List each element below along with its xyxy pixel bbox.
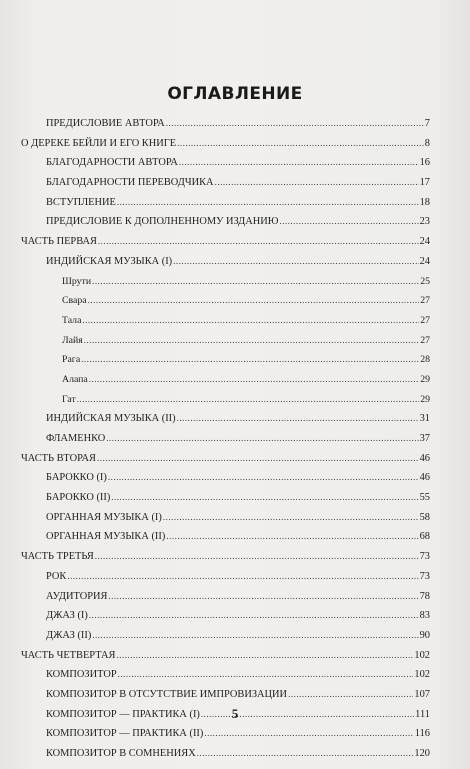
toc-entry-title: ФЛАМЕНКО (46, 433, 106, 444)
toc-entry (21, 390, 430, 410)
toc-entry-page: 46 (419, 452, 430, 464)
toc-entry (21, 665, 430, 685)
toc-leader-dots (116, 646, 413, 666)
toc-entry-page: 25 (420, 275, 430, 287)
toc-leader-dots (117, 193, 419, 213)
toc-leader-dots (177, 409, 419, 429)
toc-entry-page: 78 (419, 590, 430, 602)
toc-entry (21, 252, 430, 272)
toc-entry-page: 27 (420, 334, 430, 346)
toc-entry (21, 429, 430, 449)
toc-entry (21, 350, 430, 370)
toc-entry-page: 27 (420, 295, 430, 307)
toc-leader-dots (177, 134, 424, 154)
toc-entry-title: ДЖАЗ (II) (46, 629, 92, 641)
toc-entry-title: БАРОККО (II) (46, 492, 111, 504)
toc-entry-title: БЛАГОДАРНОСТИ ПЕРЕВОДЧИКА (46, 177, 214, 189)
toc-entry-title: Гат (62, 393, 76, 405)
toc-entry (21, 547, 430, 567)
toc-leader-dots (108, 468, 419, 488)
toc-leader-dots (163, 508, 419, 528)
toc-entry-title: Шрути (62, 275, 92, 287)
toc-entry-page: 55 (419, 492, 430, 504)
toc-entry-page: 31 (419, 413, 430, 425)
toc-leader-dots (95, 547, 419, 567)
toc-entry-page: 73 (419, 551, 430, 563)
toc-entry (21, 114, 430, 134)
toc-leader-dots (166, 527, 418, 547)
toc-entry (21, 685, 430, 705)
toc-entry (21, 724, 430, 744)
toc-leader-dots (92, 272, 419, 292)
toc-entry (21, 626, 430, 646)
toc-leader-dots (215, 173, 419, 193)
toc-leader-dots (108, 587, 418, 607)
toc-entry-page: 83 (419, 610, 430, 622)
toc-entry-title: Рага (62, 354, 81, 366)
toc-entry-page: 18 (419, 196, 430, 208)
toc-entry (21, 331, 430, 351)
toc-entry-page: 16 (419, 157, 430, 169)
toc-entry-page: 107 (414, 688, 430, 700)
toc-entry (21, 232, 430, 252)
toc-entry-page: 102 (414, 649, 430, 661)
toc-entry-page: 73 (419, 570, 430, 582)
toc-entry (21, 508, 430, 528)
toc-entry (21, 468, 430, 488)
toc-entry-title: Алапа (62, 373, 88, 385)
toc-entry-title: Свара (62, 295, 87, 307)
toc-entry-page: 58 (419, 511, 430, 523)
toc-entry-page: 68 (419, 531, 430, 543)
toc-leader-dots (288, 685, 413, 705)
toc-leader-dots (106, 429, 418, 449)
toc-entry-page: 24 (419, 236, 430, 248)
toc-entry-page: 111 (415, 708, 430, 720)
toc-entry-title: Лайя (62, 334, 83, 346)
toc-entry-title: ПРЕДИСЛОВИЕ К ДОПОЛНЕННОМУ ИЗДАНИЮ (46, 216, 279, 228)
toc-leader-dots (92, 626, 418, 646)
toc-title: ОГЛАВЛЕНИЕ (167, 84, 303, 104)
toc-entry (21, 370, 430, 390)
toc-entry-page: 8 (424, 137, 430, 149)
toc-entry-title: РОК (46, 570, 67, 582)
toc-entry-page: 102 (414, 669, 430, 681)
toc-entry-title: ЧАСТЬ ТРЕТЬЯ (21, 551, 94, 563)
toc-entry (21, 606, 430, 626)
toc-entry-title: БЛАГОДАРНОСТИ АВТОРА (46, 157, 178, 169)
toc-entry-title: КОМПОЗИТОР — ПРАКТИКА (I) (46, 708, 200, 720)
toc-entry-title: Тала (62, 314, 82, 326)
toc-leader-dots (89, 370, 419, 390)
toc-entry-title: ОРГАННАЯ МУЗЫКА (II) (46, 531, 166, 543)
toc-entry-page: 29 (420, 373, 430, 385)
toc-entry (21, 409, 430, 429)
toc-leader-dots (84, 331, 419, 351)
toc-entry (21, 212, 430, 232)
toc-entry (21, 311, 430, 331)
toc-entry-title: АУДИТОРИЯ (46, 590, 108, 602)
toc-entry-title: ЧАСТЬ ПЕРВАЯ (21, 236, 97, 248)
toc-entry-page: 120 (414, 748, 430, 759)
toc-entry-title: БАРОККО (I) (46, 472, 107, 484)
toc-entry-title: ИНДИЙСКАЯ МУЗЫКА (II) (46, 413, 176, 425)
toc-entry-page: 46 (419, 472, 430, 484)
toc-entry (21, 134, 430, 154)
toc-entry-page: 37 (419, 433, 430, 444)
toc-entry-page: 23 (419, 216, 430, 228)
toc-leader-dots (279, 212, 418, 232)
toc-entry-title: ЧАСТЬ ЧЕТВЕРТАЯ (21, 649, 116, 661)
toc-entry (21, 291, 430, 311)
toc-leader-dots (118, 665, 414, 685)
toc-entry-page: 29 (420, 393, 430, 405)
toc-leader-dots (197, 744, 414, 764)
toc-entry-page: 24 (419, 255, 430, 267)
toc-entry (21, 173, 430, 193)
toc-entry-title: ОРГАННАЯ МУЗЫКА (I) (46, 511, 162, 523)
toc-entry-title: ВСТУПЛЕНИЕ (46, 196, 116, 208)
toc-entry-title: О ДЕРЕКЕ БЕЙЛИ И ЕГО КНИГЕ (21, 137, 177, 149)
toc-leader-dots (82, 311, 419, 331)
toc-entry (21, 153, 430, 173)
toc-entry-title: КОМПОЗИТОР — ПРАКТИКА (II) (46, 728, 204, 740)
toc-entry-title: ИНДИЙСКАЯ МУЗЫКА (I) (46, 255, 173, 267)
toc-leader-dots (204, 724, 413, 744)
page-number: 5 (231, 706, 239, 721)
toc-entry-page: 116 (414, 728, 430, 740)
toc-leader-dots (98, 232, 419, 252)
toc-entry-title: КОМПОЗИТОР В СОМНЕНИЯХ (46, 748, 196, 759)
toc-entry-title: КОМПОЗИТОР В ОТСУТСТВИЕ ИМПРОВИЗАЦИИ (46, 688, 288, 700)
toc-entry (21, 527, 430, 547)
toc-entry-page: 90 (419, 629, 430, 641)
toc-entry-title: КОМПОЗИТОР (46, 669, 117, 681)
toc-entry-title: ЧАСТЬ ВТОРАЯ (21, 452, 96, 464)
toc-leader-dots (97, 449, 419, 469)
toc-leader-dots (77, 390, 419, 410)
toc-entry (21, 449, 430, 469)
toc-entry-title: ДЖАЗ (I) (46, 610, 88, 622)
table-of-contents (21, 114, 430, 764)
toc-entry (21, 646, 430, 666)
toc-leader-dots (179, 153, 419, 173)
toc-entry (21, 272, 430, 292)
toc-leader-dots (88, 291, 420, 311)
toc-entry-page: 7 (424, 118, 430, 129)
toc-leader-dots (81, 350, 419, 370)
toc-entry (21, 744, 430, 764)
toc-entry-page: 17 (419, 177, 430, 189)
toc-entry (21, 488, 430, 508)
toc-leader-dots (67, 567, 418, 587)
toc-entry-page: 28 (420, 354, 430, 366)
toc-entry-title: ПРЕДИСЛОВИЕ АВТОРА (46, 118, 165, 129)
toc-leader-dots (111, 488, 418, 508)
toc-entry (21, 193, 430, 213)
toc-entry (21, 587, 430, 607)
toc-leader-dots (89, 606, 419, 626)
toc-leader-dots (173, 252, 418, 272)
toc-entry (21, 567, 430, 587)
toc-entry-page: 27 (420, 314, 430, 326)
toc-leader-dots (166, 114, 424, 134)
